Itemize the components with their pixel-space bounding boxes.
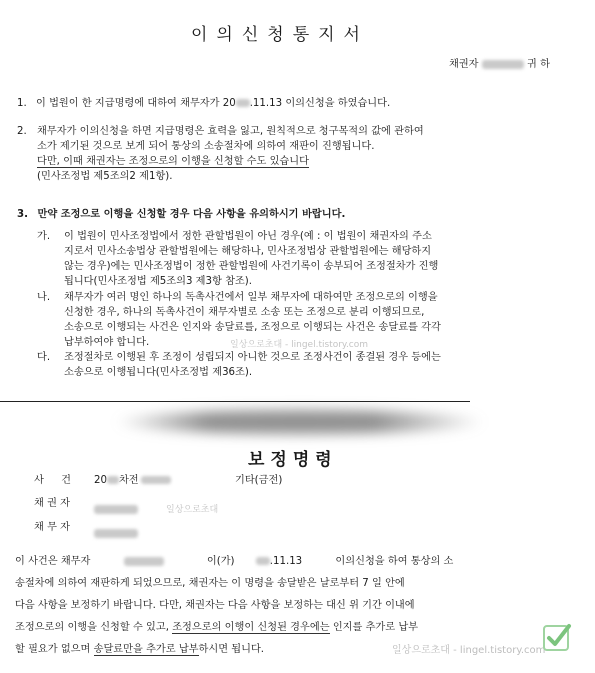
subitem-line: 조정절차로 이행된 후 조정이 성립되지 아니한 것으로 조정사건이 종결된 경우 등에는 <box>64 352 441 363</box>
case-number <box>94 473 171 488</box>
subitem-ga-number: 가. <box>37 231 51 242</box>
body-text: 조정으로의 이행을 신청할 수 있고, <box>15 622 169 633</box>
section-divider <box>0 401 470 402</box>
subitem-line: 소송으로 이행됩니다(민사조정법 제36조). <box>64 367 253 378</box>
subitem-na-number: 나. <box>37 292 51 303</box>
item-text: 만약 조정으로 이행을 신청할 경우 다음 사항을 유의하시기 바랍니다. <box>37 209 346 220</box>
redacted-date-year <box>256 557 270 565</box>
debtor-label: 채 무 자 <box>34 522 70 533</box>
body-text: 인지를 추가로 납부 <box>332 622 419 633</box>
case-type: 기타(금전) <box>235 475 283 486</box>
item-line: 소가 제기된 것으로 보게 되어 통상의 소송절차에 의하여 재판이 진행됩니다. <box>37 141 375 152</box>
subitem-da-number: 다. <box>37 352 51 363</box>
subitem-line: 납부하여야 합니다. <box>64 337 150 348</box>
watermark-right: 일상으로초대 - lingel.tistory.com <box>392 645 546 656</box>
subitem-line: 채무자가 여러 명인 하나의 독촉사건에서 일부 채무자에 대하여만 조정으로의 이행을 <box>64 292 438 303</box>
item-text: .11.13 이의신청을 하였습니다. <box>249 98 391 109</box>
body-line: 송절차에 의하여 재판하게 되었으므로, 채권자는 이 명령을 송달받은 날로부터 7 일 안에 <box>15 578 405 589</box>
body-text: 이의신청을 하여 통상의 소 <box>335 556 454 567</box>
item-line: (민사조정법 제5조의2 제1항). <box>37 171 173 182</box>
subitem-line: 소송으로 이행되는 사건은 인지와 송달료를, 조정으로 이행되는 사건은 송달료를 각각 <box>64 322 441 333</box>
subitem-da <box>64 350 441 380</box>
notice-title: 이의신청통지서 <box>191 25 369 45</box>
item-line: 채무자가 이의신청을 하면 지급명령은 효력을 잃고, 원칙적으로 청구목적의 값에 관하여 <box>37 126 424 137</box>
notice-item-2-number: 2. <box>17 126 27 137</box>
case-number-part: 차전 <box>118 475 139 486</box>
body-text-underlined: 조정으로의 이행이 신청된 경우에는 <box>172 622 330 633</box>
order-title: 보정명령 <box>248 450 338 470</box>
subitem-line: 신청한 경우, 하나의 독촉사건이 채무자별로 소송 또는 조정으로 분리 이행되므로, <box>64 307 425 318</box>
case-label: 사 건 <box>34 475 71 486</box>
subitem-line: 않는 경우)에는 민사조정법이 정한 관할법원에 사건기록이 송부되어 조정절차가 진행 <box>64 261 439 272</box>
watermark-mid: 일상으로초대 - lingel.tistory.com <box>230 340 369 350</box>
addressee-prefix: 채권자 <box>449 59 479 70</box>
body-text: 이(가) <box>206 556 235 567</box>
blog-logo-icon <box>540 620 574 654</box>
body-text: 하시면 됩니다. <box>198 644 265 655</box>
body-text-underlined: 송달료만을 추가로 납부 <box>93 644 199 655</box>
watermark-fragment: 일상으로초대 <box>166 505 219 515</box>
case-number-part: 20 <box>94 475 107 486</box>
item-number: 3. <box>17 209 28 220</box>
subitem-line: 이 법원이 민사조정법에서 정한 관할법원이 아닌 경우(예 : 이 법원이 채권자의 주소 <box>64 231 432 242</box>
body-line: 다음 사항을 보정하기 바랍니다. 다만, 채권자는 다음 사항을 보정하는 대신 위 기간 이내에 <box>15 600 415 611</box>
subitem-line: 지로서 민사소송법상 관할법원에는 해당하나, 민사조정법상 관할법원에는 해당하지 <box>64 246 432 257</box>
redacted-name <box>482 60 524 69</box>
redacted-debtor-name <box>124 557 164 566</box>
redacted-year <box>236 99 250 107</box>
redacted-debtor <box>94 529 138 538</box>
notice-addressee <box>449 57 550 72</box>
order-body <box>15 551 453 661</box>
addressee-suffix: 귀 하 <box>527 59 550 70</box>
redacted-case-number <box>141 476 171 484</box>
body-text: 이 사건은 채무자 <box>15 556 91 567</box>
subitem-line: 됩니다(민사조정법 제5조의3 제3항 참조). <box>64 276 252 287</box>
blurred-smear <box>115 410 485 434</box>
notice-item-1 <box>17 96 390 111</box>
creditor-label: 채 권 자 <box>34 498 70 509</box>
item-text: 이 법원이 한 지급명령에 대하여 채무자가 20 <box>35 98 236 109</box>
notice-item-3 <box>17 207 345 222</box>
item-line-underlined: 다만, 이때 채권자는 조정으로의 이행을 신청할 수도 있습니다 <box>37 156 309 167</box>
body-text: .11.13 <box>269 556 303 567</box>
notice-item-2 <box>37 124 424 184</box>
redacted-creditor <box>94 505 138 514</box>
redacted-case-year <box>107 476 119 484</box>
body-text: 할 필요가 없으며 <box>15 644 91 655</box>
subitem-ga <box>64 229 438 289</box>
item-number: 1. <box>17 98 27 109</box>
